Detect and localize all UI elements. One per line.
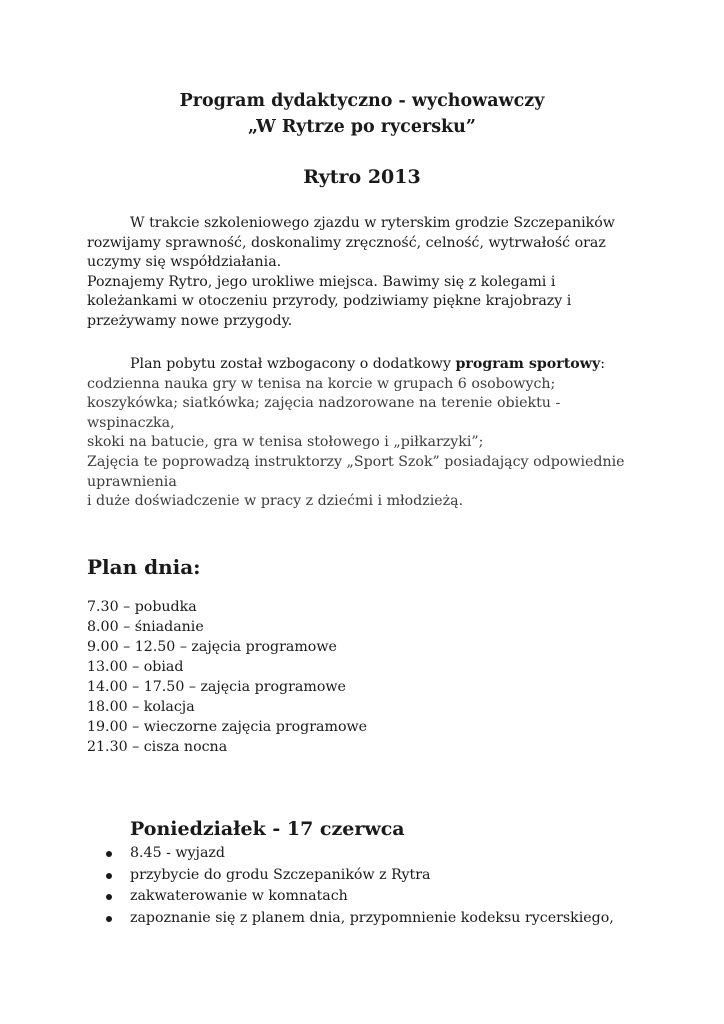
- sport-line: codzienna nauka gry w tenisa na korcie w grupach 6 osobowych;: [87, 375, 556, 392]
- list-item-text: zakwaterowanie w komnatach: [130, 888, 348, 904]
- intro-line: Poznajemy Rytro, jego urokliwe miejsca. Bawimy się z kolegami i: [87, 273, 556, 290]
- monday-list: [87, 843, 614, 929]
- intro-line: W trakcie szkoleniowego zjazdu w ryterskim grodzie Szczepaników: [130, 215, 615, 231]
- list-item: [87, 886, 614, 908]
- sport-line: koszykówka; siatkówka; zajęcia nadzorowane na terenie obiektu -: [87, 395, 561, 412]
- schedule-item: 21.30 – cisza nocna: [87, 739, 228, 755]
- sport-lead-tail: :: [600, 356, 605, 372]
- schedule-item: 19.00 – wieczorne zajęcia programowe: [87, 719, 368, 735]
- sport-paragraph: [87, 355, 647, 512]
- document-subtitle: „W Rytrze po rycersku”: [248, 117, 476, 137]
- intro-line: przeżywamy nowe przygody.: [87, 312, 293, 329]
- bullet-icon: [106, 851, 112, 857]
- list-item-text: 8.45 - wyjazd: [130, 845, 225, 861]
- monday-heading: Poniedziałek - 17 czerwca: [130, 818, 405, 840]
- sport-line: uprawnienia: [87, 473, 177, 490]
- sport-lead: [87, 355, 647, 375]
- schedule-item: 18.00 – kolacja: [87, 699, 195, 715]
- intro-line: rozwijamy sprawność, doskonalimy zręczność, celność, wytrwałość oraz: [87, 234, 606, 251]
- intro-line: uczymy się współdziałania.: [87, 254, 282, 271]
- schedule-item: 14.00 – 17.50 – zajęcia programowe: [87, 679, 346, 695]
- bullet-icon: [106, 894, 112, 900]
- bullet-icon: [106, 916, 112, 922]
- schedule-item: 8.00 – śniadanie: [87, 619, 204, 635]
- sport-line: wspinaczka,: [87, 414, 175, 431]
- daily-schedule: [87, 597, 367, 757]
- document-title: Program dydaktyczno - wychowawczy: [179, 91, 545, 111]
- list-item: [87, 843, 614, 865]
- bullet-icon: [106, 873, 112, 879]
- plan-heading: Plan dnia:: [87, 555, 201, 579]
- sport-line: Zajęcia te poprowadzą instruktorzy „Sport Szok” posiadający odpowiednie: [87, 453, 625, 470]
- sport-lead-text: Plan pobytu został wzbogacony o dodatkowy: [130, 356, 456, 372]
- document-place-year: Rytro 2013: [303, 166, 421, 188]
- sport-lead-bold: program sportowy: [455, 356, 601, 372]
- list-item: [87, 908, 614, 930]
- intro-line: koleżankami w otoczeniu przyrody, podziwiamy piękne krajobrazy i: [87, 293, 572, 310]
- intro-paragraph: [87, 214, 647, 332]
- sport-line: skoki na batucie, gra w tenisa stołowego i „piłkarzyki”;: [87, 434, 484, 451]
- schedule-item: 13.00 – obiad: [87, 659, 184, 675]
- schedule-item: 9.00 – 12.50 – zajęcia programowe: [87, 639, 337, 655]
- list-item-text: zapoznanie się z planem dnia, przypomnienie kodeksu rycerskiego,: [130, 909, 614, 926]
- list-item-text: przybycie do grodu Szczepaników z Rytra: [130, 866, 431, 883]
- sport-line: i duże doświadczenie w pracy z dziećmi i młodzieżą.: [87, 493, 464, 510]
- schedule-item: 7.30 – pobudka: [87, 599, 197, 615]
- list-item: [87, 865, 614, 887]
